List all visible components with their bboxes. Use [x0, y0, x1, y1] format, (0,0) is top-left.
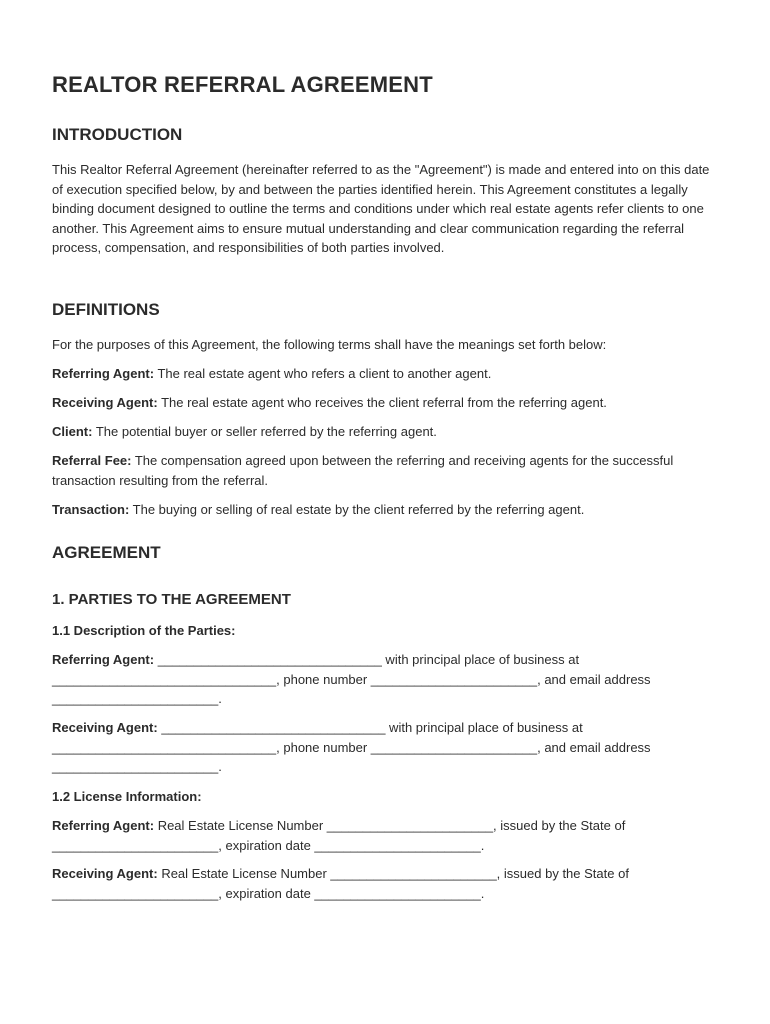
parties-receiving-agent	[52, 718, 720, 777]
definition-text: The compensation agreed upon between the referring and receiving agents for the successful transaction resulting from the referral.	[52, 453, 674, 488]
definitions-lead: For the purposes of this Agreement, the following terms shall have the meanings set forth below:	[52, 337, 607, 352]
party-details: _______________________________ with principal place of business at _______________________________, phone number _______________________, and email address _______________________.	[52, 652, 651, 706]
definition-term: Client:	[52, 424, 93, 439]
introduction-heading: INTRODUCTION	[52, 125, 183, 144]
license-label: Referring Agent:	[52, 818, 155, 833]
definition-text: The real estate agent who refers a client to another agent.	[154, 366, 492, 381]
license-details: Real Estate License Number _______________________, issued by the State of _______________________, expiration date _______________________.	[52, 818, 626, 853]
section-1-1-heading: 1.1 Description of the Parties:	[52, 623, 236, 638]
definition-transaction	[52, 500, 720, 520]
section-1-2-heading: 1.2 License Information:	[52, 789, 202, 804]
definition-term: Receiving Agent:	[52, 395, 158, 410]
definition-term: Transaction:	[52, 502, 130, 517]
license-details: Real Estate License Number _______________________, issued by the State of _______________________, expiration date _______________________.	[52, 866, 629, 901]
definition-receiving-agent	[52, 393, 720, 413]
definition-referral-fee	[52, 451, 720, 490]
party-label: Receiving Agent:	[52, 720, 158, 735]
definitions-heading: DEFINITIONS	[52, 300, 160, 319]
section-1-heading: 1. PARTIES TO THE AGREEMENT	[52, 591, 291, 608]
party-label: Referring Agent:	[52, 652, 155, 667]
definition-text: The potential buyer or seller referred by the referring agent.	[92, 424, 437, 439]
definition-text: The real estate agent who receives the client referral from the referring agent.	[157, 395, 607, 410]
document-title: REALTOR REFERRAL AGREEMENT	[52, 72, 433, 97]
agreement-heading: AGREEMENT	[52, 543, 161, 562]
definition-term: Referring Agent:	[52, 366, 155, 381]
parties-referring-agent	[52, 650, 720, 709]
license-label: Receiving Agent:	[52, 866, 158, 881]
license-referring-agent	[52, 816, 720, 855]
party-details: _______________________________ with principal place of business at _______________________________, phone number _______________________, and email address _______________________.	[52, 720, 651, 774]
definition-term: Referral Fee:	[52, 453, 132, 468]
definition-text: The buying or selling of real estate by the client referred by the referring agent.	[129, 502, 585, 517]
introduction-text: This Realtor Referral Agreement (hereinafter referred to as the "Agreement") is made and entered into on this date of execution specified below, by and between the parties identified herein. This Agreement constitutes a legally binding document designed to outline the terms and conditions under which real estate agents refer clients to one another. This Agreement aims to ensure mutual understanding and clear communication regarding the referral process, compensation, and responsibilities of both parties involved.	[52, 162, 710, 255]
definition-client	[52, 422, 720, 442]
definition-referring-agent	[52, 364, 720, 384]
license-receiving-agent	[52, 864, 720, 903]
